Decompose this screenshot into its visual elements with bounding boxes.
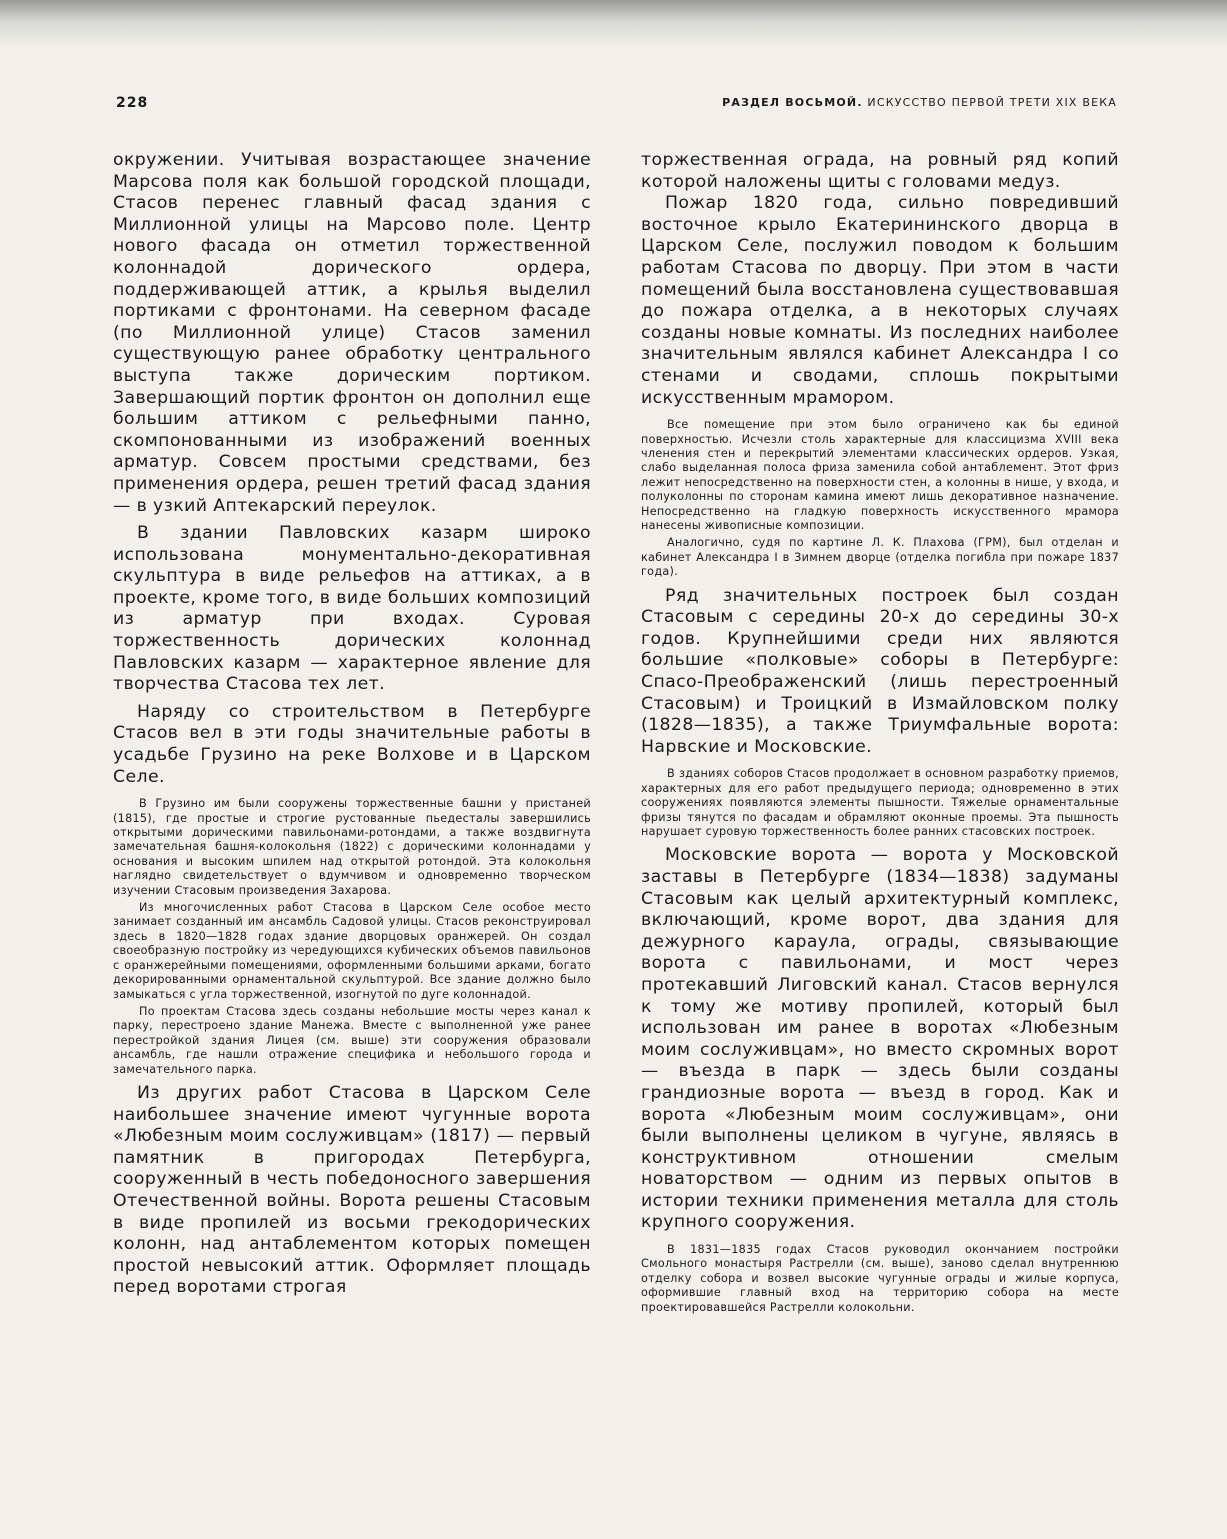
paragraph: Московские ворота — ворота у Московской заставы в Петербурге (1834—1838) задуманы Стасовым как целый архитектурный комплекс, включающий, кроме ворот, два здания для дежурного караула, ограды, связывающие ворота с павильонами, и мост через протекавший Лиговский канал. Стасов вернулся к тому же мотиву пропилей, который был использован им ранее в воротах «Любезным моим сослуживцам», но вместо скромных ворот — въезда в парк — здесь были созданы грандиозные ворота — въезд в город. Как и ворота «Любезным моим сослуживцам», они были выполнены целиком в чугуне, являясь в конструктивном отношении смелым новаторством — одним из первых опытов в истории техники применения металла для столь крупного сооружения. <box>641 845 1119 1233</box>
note-paragraph: В 1831—1835 годах Стасов руководил окончанием постройки Смольного монастыря Растрелли (см. выше), заново сделал внутреннюю отделку собора и возвел высокие чугунные ограды и жилые корпуса, оформившие главный вход на территорию собора на месте проектировавшейся Растрелли колокольни. <box>641 1243 1119 1314</box>
paragraph: торжественная ограда, на ровный ряд копий которой наложены щиты с головами медуз. <box>641 150 1119 192</box>
paragraph: Ряд значительных построек был создан Стасовым с середины 20-х до середины 30-х годов. Крупнейшими среди них являются большие «полковые» соборы в Петербурге: Спасо-Преображенский (лишь перестроенный Стасовым) и Троицкий в Измайловском полку (1828—1835), а также Триумфальные ворота: Нарвские и Московские. <box>641 585 1119 757</box>
right-column <box>641 150 1119 1315</box>
paragraph: В здании Павловских казарм широко использована монументально-декоративная скульптура в виде рельефов на аттиках, а в проекте, кроме того, в виде больших композиций из арматур при входах. Суровая торжественность дорических колоннад Павловских казарм — характерное явление для творчества Стасова тех лет. <box>113 523 591 695</box>
running-header-title: ИСКУССТВО ПЕРВОЙ ТРЕТИ XIX ВЕКА <box>867 96 1117 109</box>
page-number: 228 <box>116 95 149 111</box>
note-paragraph: В Грузино им были сооружены торжественные башни у пристаней (1815), где простые и строгие рустованные пьедесталы завершились открытыми дорическими павильонами-ротондами, а также воздвигнута замечательная башня-колокольня (1822) с дорическими колоннадами у основания и высоким шпилем над открытой ротондой. Эта колокольня наглядно свидетельствует о вдумчивом и одновременно творческом изучении Стасовым произведения Захарова. <box>113 797 591 897</box>
note-paragraph: В зданиях соборов Стасов продолжает в основном разработку приемов, характерных для его работ предыдущего периода; одновременно в этих сооружениях появляются элементы пышности. Тяжелые орнаментальные фризы тянутся по фасадам и обрамляют оконные проемы. Эта пышность нарушает суровую торжественность более ранних стасовских построек. <box>641 767 1119 838</box>
paragraph: окружении. Учитывая возрастающее значение Марсова поля как большой городской площади, Стасов перенес главный фасад здания с Миллионной улицы на Марсово поле. Центр нового фасада он отметил торжественной колоннадой дорического ордера, поддерживающей аттик, а крылья выделил портиками с фронтонами. На северном фасаде (по Миллионной улице) Стасов заменил существующую ранее обработку центрального выступа также дорическим портиком. Завершающий портик фронтон он дополнил еще большим аттиком с рельефными панно, скомпонованными из изображений военных арматур. Совсем простыми средствами, без применения ордера, решен третий фасад здания — в узкий Аптекарский переулок. <box>113 150 591 516</box>
note-paragraph: По проектам Стасова здесь созданы небольшие мосты через канал к парку, перестроено здание Манежа. Вместе с выполненной уже ранее перестройкой здания Лицея (см. выше) эти сооружения образовали ансамбль, где нашли отражение специфика и небольшого города и замечательного парка. <box>113 1004 591 1076</box>
left-column <box>113 150 591 1299</box>
running-header <box>722 96 1117 109</box>
paragraph: Наряду со строительством в Петербурге Стасов вел в эти годы значительные работы в усадьбе Грузино на реке Волхове и в Царском Селе. <box>113 701 591 787</box>
note-paragraph: Аналогично, судя по картине Л. К. Плахова (ГРМ), был отделан и кабинет Александра I в Зимнем дворце (отделка погибла при пожаре 1837 года). <box>641 536 1119 579</box>
paragraph: Пожар 1820 года, сильно повредивший восточное крыло Екатерининского дворца в Царском Селе, послужил поводом к большим работам Стасова по дворцу. При этом в части помещений была восстановлена существовавшая до пожара отделка, а в некоторых случаях созданы новые комнаты. Из последних наиболее значительным являлся кабинет Александра I со стенами и сводами, сплошь покрытыми искусственным мрамором. <box>641 193 1119 408</box>
paragraph: Из других работ Стасова в Царском Селе наибольшее значение имеют чугунные ворота «Любезным моим сослуживцам» (1817) — первый памятник в пригородах Петербурга, сооруженный в честь победоносного завершения Отечественной войны. Ворота решены Стасовым в виде пропилей из восьми грекодорических колонн, над антаблементом которых помещен простой невысокий аттик. Оформляет площадь перед воротами строгая <box>113 1082 591 1298</box>
note-paragraph: Все помещение при этом было ограничено как бы единой поверхностью. Исчезли столь характерные для классицизма XVIII века членения стен и перекрытий элементами классических ордеров. Узкая, слабо выделанная полоса фриза заменила собой антаблемент. Этот фриз лежит непосредственно на поверхности стен, а колонны в нише, у входа, и полуколонны по сторонам камина имеют лишь декоративное назначение. Непосредственно на гладкую поверхность искусственного мрамора нанесены живописные композиции. <box>641 418 1119 532</box>
running-header-section: РАЗДЕЛ ВОСЬМОЙ. <box>722 96 863 109</box>
note-paragraph: Из многочисленных работ Стасова в Царском Селе особое место занимает созданный им ансамбль Садовой улицы. Стасов реконструировал здесь в 1820—1828 годах здание дворцовых оранжерей. Он создал своеобразную постройку из чередующихся кубических объемов павильонов с оранжерейными помещениями, оформленными большими арками, богато декорированными орнаментальной скульптурой. Все здание должно было замыкаться с угла торжественной, изогнутой по дуге колоннадой. <box>113 901 591 1001</box>
